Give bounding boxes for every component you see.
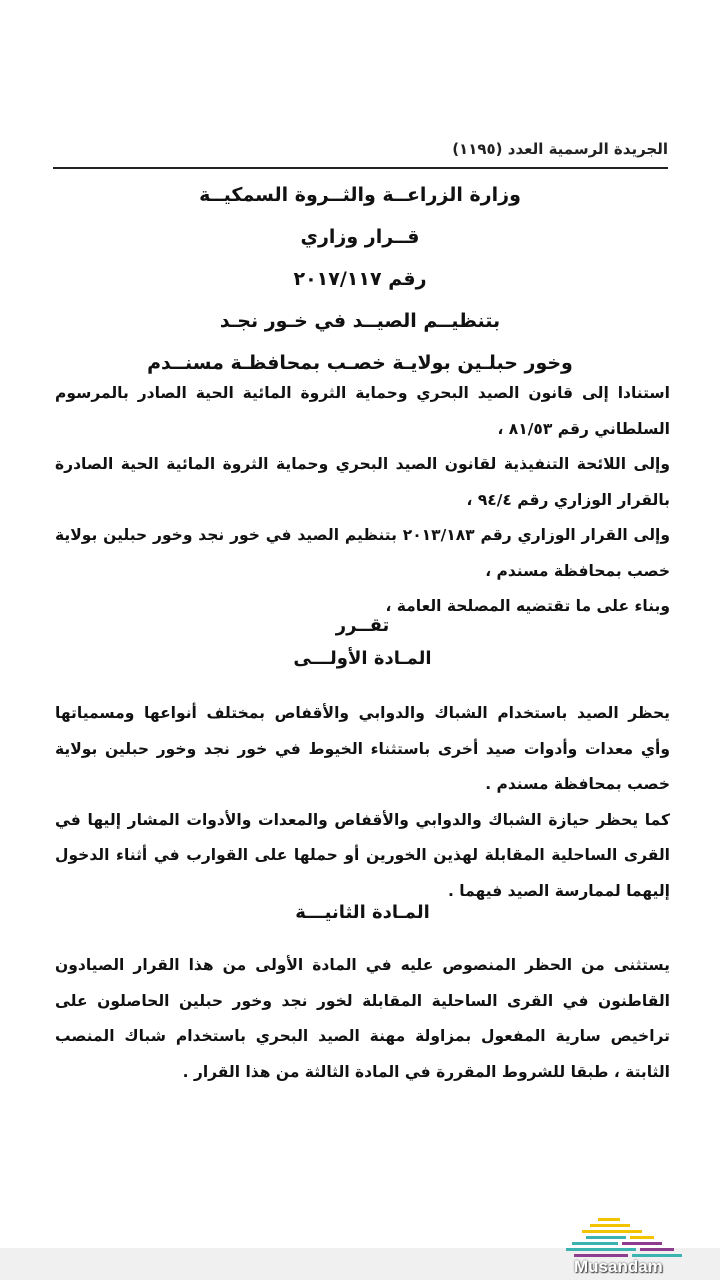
decision-subject-line1: بتنظيــم الصيــد في خـور نجـد: [219, 310, 501, 332]
article-paragraph: يستثنى من الحظر المنصوص عليه في المادة الأولى من هذا القرار الصيادون القاطنون في القرى الساحلية المقابلة لخور نجد وخور حبلين الحاصلون على تراخيص سارية المفعول بمزاولة مهنة الصيد البحري باستخدام شباك المنصب الثابتة ، طبقا للشروط المقررة في المادة الثالثة من هذا القرار .: [55, 956, 670, 1081]
decides-heading: تقــرر: [335, 615, 390, 636]
preamble-clause: وبناء على ما تقتضيه المصلحة العامة ،: [385, 597, 670, 615]
article-paragraph: يحظر الصيد باستخدام الشباك والدوابي والأقفاص بمختلف أنواعها ومسمياتها وأي معدات وأدوات صيد أخرى باستثناء الخيوط في خور نجد وخور حبلين بولاية خصب بمحافظة مسندم .: [55, 704, 670, 793]
article1-body: [55, 696, 670, 909]
decision-subject-line2: وخور حبلـين بولايـة خصـب بمحافظـة مسنــدم: [147, 352, 573, 374]
article2-body: [55, 948, 670, 1090]
decision-title: قــرار وزاري: [300, 226, 420, 248]
preamble: [55, 376, 670, 625]
gazette-header: [53, 140, 668, 158]
preamble-clause: وإلى اللائحة التنفيذية لقانون الصيد البحري وحماية الثروة المائية الحية الصادرة بالقرار الوزاري رقم ٩٤/٤ ،: [55, 455, 670, 509]
logo-text: Musandam: [574, 1257, 663, 1276]
preamble-clause: استنادا إلى قانون الصيد البحري وحماية الثروة المائية الحية الصادر بالمرسوم السلطاني رقم ٨١/٥٣ ،: [55, 384, 670, 438]
gazette-issue-label: الجريدة الرسمية العدد (١١٩٥): [452, 140, 668, 158]
article2-title: المـادة الثانيـــة: [295, 902, 430, 923]
header-divider: [53, 167, 668, 169]
article1-title: المـادة الأولـــى: [293, 648, 432, 669]
musandam-logo: [560, 1215, 720, 1280]
ministry-title: وزارة الزراعــة والثــروة السمكيــة: [199, 184, 521, 206]
decision-number: رقم ٢٠١٧/١١٧: [293, 268, 427, 290]
preamble-clause: وإلى القرار الوزاري رقم ٢٠١٣/١٨٣ بتنظيم الصيد في خور نجد وخور حبلين بولاية خصب بمحافظة مسندم ،: [55, 526, 670, 580]
decision-titles: [60, 174, 660, 384]
article-paragraph: كما يحظر حيازة الشباك والدوابي والأقفاص والمعدات والأدوات المشار إليها في القرى الساحلية المقابلة لهذين الخورين أو حملها على القوارب في أثناء الدخول إليهما لممارسة الصيد فيهما .: [55, 810, 670, 900]
